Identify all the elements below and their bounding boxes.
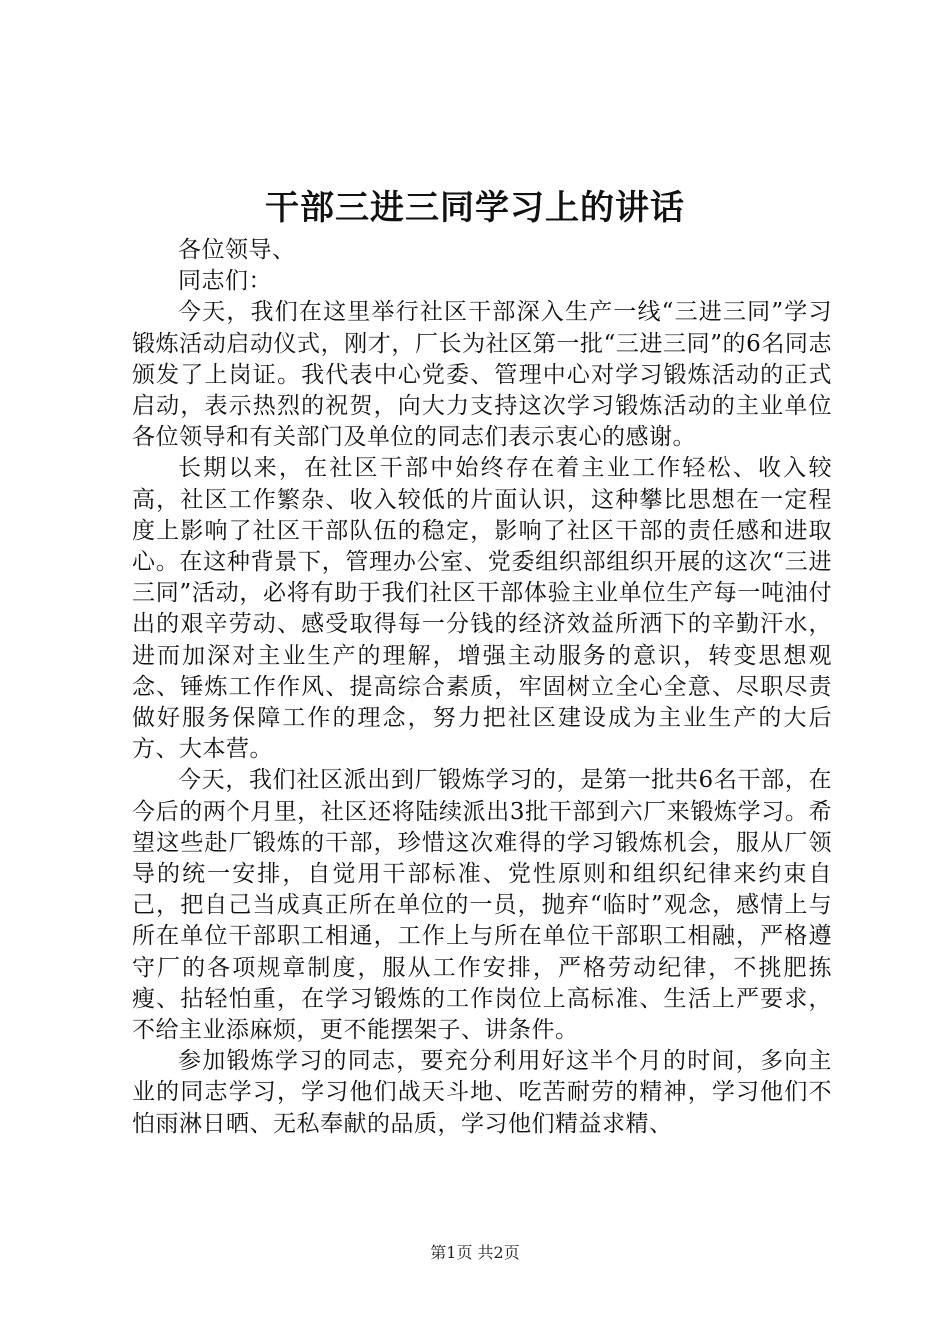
body-paragraph: 参加锻炼学习的同志，要充分利用好这半个月的时间，多向主业的同志学习，学习他们战天斗地、吃苦耐劳的精神，学习他们不怕雨淋日晒、无私奉献的品质，学习他们精益求精、 [132,1048,832,1137]
salutation-line: 同志们： [178,268,272,295]
body-paragraph: 今天，我们社区派出到厂锻炼学习的，是第一批共6名干部，在今后的两个月里，社区还将陆续派出3批干部到六厂来锻炼学习。希望这些赴厂锻炼的干部，珍惜这次难得的学习锻炼机会，服从厂领导的统一安排，自觉用干部标准、党性原则和组织纪律来约束自己，把自己当成真正所在单位的一员，抛弃“临时”观念，感情上与所在单位干部职工相通，工作上与所在单位干部职工相融，严格遵守厂的各项规章制度，服从工作安排，严格劳动纪律，不挑肥拣瘦、拈轻怕重，在学习锻炼的工作岗位上高标准、生活上严要求，不给主业添麻烦，更不能摆架子、讲条件。 [132,767,832,1044]
salutation-line: 各位领导、 [178,237,296,263]
document-title: 干部三进三同学习上的讲话 [265,188,685,228]
body-paragraph: 今天，我们在这里举行社区干部深入生产一线“三进三同”学习锻炼活动启动仪式，刚才，厂长为社区第一批“三进三同”的6名同志颁发了上岗证。我代表中心党委、管理中心对学习锻炼活动的正式启动，表示热烈的祝贺，向大力支持这次学习锻炼活动的主业单位各位领导和有关部门及单位的同志们表示衷心的感谢。 [132,299,832,451]
document-body [132,235,832,1140]
body-paragraph: 长期以来，在社区干部中始终存在着主业工作轻松、收入较高，社区工作繁杂、收入较低的片面认识，这种攀比思想在一定程度上影响了社区干部队伍的稳定，影响了社区干部的责任感和进取心。在这种背景下，管理办公室、党委组织部组织开展的这次“三进三同”活动，必将有助于我们社区干部体验主业单位生产每一吨油付出的艰辛劳动、感受取得每一分钱的经济效益所洒下的辛勤汗水，进而加深对主业生产的理解，增强主动服务的意识，转变思想观念、锤炼工作作风、提高综合素质，牢固树立全心全意、尽职尽责做好服务保障工作的理念，努力把社区建设成为主业生产的大后方、大本营。 [132,455,832,763]
page-number-footer: 第1页 共2页 [430,1243,520,1262]
